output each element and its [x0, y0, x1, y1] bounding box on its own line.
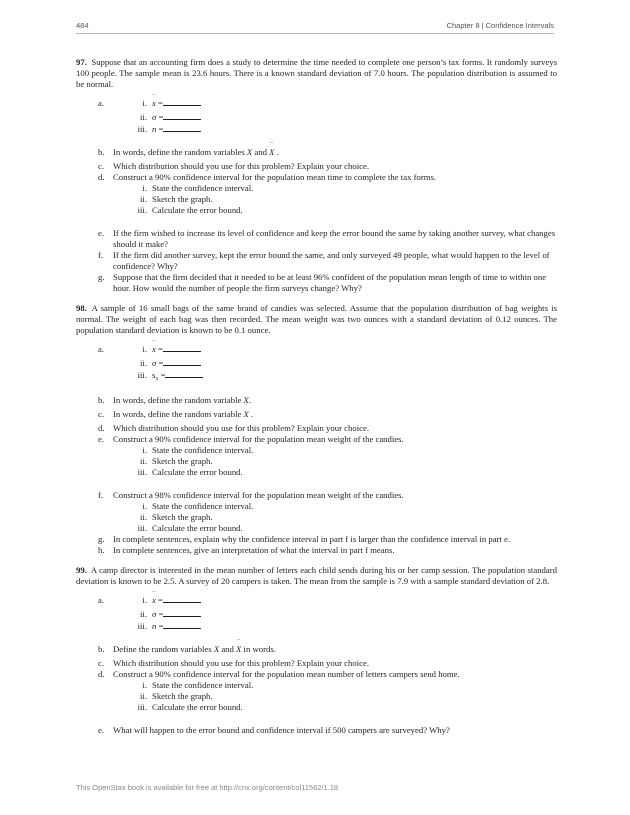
- sub-label: iii.: [137, 467, 147, 477]
- sub-item: [76, 183, 557, 194]
- sub-text: State the confidence interval.: [152, 183, 254, 193]
- part-text: Construct a 90% confidence interval for the population mean weight of the candies.: [113, 434, 404, 444]
- page-content: [76, 57, 557, 736]
- sub-item: [76, 702, 557, 713]
- sub-label: iii.: [137, 370, 147, 380]
- sub-label: iii.: [137, 124, 147, 134]
- answer-blank[interactable]: [163, 358, 201, 366]
- sub-item: [76, 456, 557, 467]
- sub-item: [76, 680, 557, 691]
- part-c: [76, 658, 557, 669]
- part-label: c.: [98, 161, 105, 171]
- part-text: Which distribution should you use for this problem? Explain your choice.: [113, 658, 369, 668]
- sigma-symbol: σ: [152, 358, 157, 368]
- sub-text: Calculate the error bound.: [152, 205, 243, 215]
- sub-label: ii.: [140, 194, 147, 204]
- problem-text: A camp director is interested in the mean number of letters each child sends during his or her camp session. The population standard deviation is known to be 2.5. A survey of 20 campers is taken. The mean from the sample is 7.9 with a sample standard deviation of 2.8.: [76, 565, 557, 586]
- sub-label: ii.: [140, 609, 147, 619]
- sub-label: iii.: [137, 523, 147, 533]
- part-label: c.: [98, 409, 105, 419]
- problem-number: 98.: [76, 303, 87, 313]
- part-text: in words.: [241, 644, 276, 654]
- sub-label: i.: [142, 501, 147, 511]
- equals-text: =: [156, 609, 164, 619]
- n-symbol: n: [152, 621, 157, 631]
- sub-label: ii.: [140, 456, 147, 466]
- problem-97: [76, 57, 557, 294]
- equals-text: =: [156, 621, 164, 631]
- sub-label: ii.: [140, 112, 147, 122]
- part-text: In complete sentences, give an interpretation of what the interval in part f means.: [113, 545, 395, 555]
- part-e: [76, 725, 557, 736]
- part-text: If the firm wished to increase its level of confidence and keep the error bound the same by taking another survey, what changes should it make?: [113, 228, 556, 249]
- sub-item: [76, 609, 557, 620]
- sigma-symbol: σ: [152, 112, 157, 122]
- part-a: [76, 595, 557, 632]
- sub-item: [113, 344, 557, 355]
- answer-blank[interactable]: [163, 112, 201, 120]
- part-text: In words, define the random variables: [113, 147, 247, 157]
- part-label: d.: [98, 172, 105, 182]
- part-c: [76, 161, 557, 172]
- page-number: 484: [76, 21, 89, 30]
- equals-text: =: [156, 358, 164, 368]
- sigma-symbol: σ: [152, 609, 157, 619]
- problem-number: 99.: [76, 565, 87, 575]
- var-x: X: [243, 395, 249, 405]
- sub-label: iii.: [137, 205, 147, 215]
- part-text: .: [248, 395, 251, 405]
- equals-text: =: [155, 344, 163, 354]
- answer-blank[interactable]: [163, 124, 201, 132]
- sub-item: [76, 467, 557, 478]
- part-text: In complete sentences, explain why the confidence interval in part f is larger than the confidence interval in part e.: [113, 534, 511, 544]
- sub-label: i.: [142, 680, 147, 690]
- answer-blank[interactable]: [163, 98, 201, 106]
- sub-text: Calculate the error bound.: [152, 523, 243, 533]
- part-a-row: [76, 344, 557, 355]
- part-text: Suppose that the firm decided that it needed to be at least 96% confident of the population mean length of time to within one hour. How would the number of people the firm surveys change? Why?: [113, 272, 547, 293]
- sub-text: Sketch the graph.: [152, 456, 213, 466]
- part-d: [76, 423, 557, 434]
- part-h: [76, 545, 557, 556]
- equals-text: =: [158, 370, 166, 380]
- part-label: b.: [98, 147, 105, 157]
- sub-item: [76, 512, 557, 523]
- sub-label: ii.: [140, 691, 147, 701]
- x-bar-symbol: – x: [152, 595, 156, 606]
- part-label: a.: [98, 344, 105, 354]
- equals-text: =: [156, 112, 164, 122]
- problem-99-stem: [76, 565, 557, 587]
- sub-label: i.: [142, 183, 147, 193]
- part-f: [76, 490, 557, 501]
- answer-blank[interactable]: [163, 609, 201, 617]
- part-text: Define the random variables: [113, 644, 214, 654]
- part-label: a.: [98, 98, 105, 108]
- var-x: X: [246, 147, 253, 157]
- part-text: Which distribution should you use for this problem? Explain your choice.: [113, 161, 369, 171]
- sub-text: Sketch the graph.: [152, 691, 213, 701]
- sub-label: ii.: [140, 358, 147, 368]
- equals-text: =: [155, 98, 163, 108]
- answer-blank[interactable]: [163, 595, 201, 603]
- part-label: d.: [98, 423, 105, 433]
- part-label: f.: [98, 250, 104, 260]
- sub-text: State the confidence interval.: [152, 680, 254, 690]
- x-bar-symbol: – X: [269, 147, 274, 158]
- sub-label: iii.: [137, 702, 147, 712]
- answer-blank[interactable]: [163, 621, 201, 629]
- part-b: [76, 147, 557, 158]
- sub-text: Calculate the error bound.: [152, 702, 243, 712]
- problem-text: Suppose that an accounting firm does a study to determine the time needed to complete one person’s tax forms. It randomly surveys 100 people. The sample mean is 23.6 hours. There is a known standard deviation of 7.0 hours. The population distribution is assumed to be normal.: [76, 57, 557, 89]
- part-text: .: [274, 147, 279, 157]
- part-label: a.: [98, 595, 105, 605]
- sub-label: iii.: [137, 621, 147, 631]
- var-x: X: [213, 644, 220, 654]
- sub-text: State the confidence interval.: [152, 501, 254, 511]
- sub-item: [76, 124, 557, 135]
- part-text: .: [248, 409, 254, 419]
- equals-text: =: [156, 124, 164, 134]
- problem-99: [76, 565, 557, 736]
- sub-item: [76, 194, 557, 205]
- part-a: [76, 98, 557, 135]
- problem-98: [76, 303, 557, 556]
- part-label: g.: [98, 534, 105, 544]
- part-label: e.: [98, 228, 105, 238]
- problem-text: A sample of 16 small bags of the same brand of candies was selected. Assume that the population distribution of bag weights is normal. The weight of each bag was then recorded. The mean weight was two ounces with a standard deviation of 0.12 ounces. The population standard deviation is known to be 0.1 ounce.: [76, 303, 557, 335]
- sub-label: i.: [142, 98, 147, 108]
- sub-text: State the confidence interval.: [152, 445, 254, 455]
- answer-blank[interactable]: [163, 344, 201, 352]
- part-label: d.: [98, 669, 105, 679]
- sub-item: [113, 595, 557, 606]
- sub-label: i.: [142, 445, 147, 455]
- part-text: Construct a 98% confidence interval for the population mean weight of the candies.: [113, 490, 404, 500]
- sub-item: [76, 358, 557, 369]
- x-bar-symbol: – X: [236, 644, 241, 655]
- sub-label: i.: [142, 344, 147, 354]
- sub-label: i.: [142, 595, 147, 605]
- part-a-row: [76, 595, 557, 606]
- sub-item: [76, 501, 557, 512]
- sub-item: [76, 621, 557, 632]
- part-label: b.: [98, 644, 105, 654]
- part-d: [76, 669, 557, 680]
- header-rule: [76, 33, 554, 34]
- sub-item: [76, 691, 557, 702]
- part-text: Construct a 90% confidence interval for the population mean number of letters campers send home.: [113, 669, 460, 679]
- part-label: h.: [98, 545, 105, 555]
- part-b: [76, 395, 557, 406]
- part-f: [76, 250, 557, 272]
- part-g: [76, 272, 557, 294]
- part-label: f.: [98, 490, 104, 500]
- sub-label: ii.: [140, 512, 147, 522]
- part-label: e.: [98, 725, 105, 735]
- x-bar-symbol: – X: [244, 409, 249, 420]
- part-text: Construct a 90% confidence interval for the population mean time to complete the tax forms.: [113, 172, 437, 182]
- footer-text: This OpenStax book is available for free at http://cnx.org/content/col11562/1.18: [76, 783, 339, 792]
- part-e: [76, 228, 557, 250]
- part-text: If the firm did another survey, kept the error bound the same, and only surveyed 49 people, what would happen to the level of confidence? Why?: [113, 250, 550, 271]
- part-label: c.: [98, 658, 105, 668]
- problem-98-stem: [76, 303, 557, 336]
- part-g: [76, 534, 557, 545]
- n-symbol: n: [152, 124, 157, 134]
- sub-item: [76, 112, 557, 123]
- x-bar-symbol: – x: [152, 98, 156, 109]
- sub-text: Calculate the error bound.: [152, 467, 243, 477]
- sub-text: Sketch the graph.: [152, 194, 213, 204]
- sub-item: [113, 98, 557, 109]
- part-a-row: [76, 98, 557, 109]
- sub-item: [76, 370, 557, 385]
- problem-97-stem: [76, 57, 557, 90]
- part-label: b.: [98, 395, 105, 405]
- part-text: In words, define the random variable: [113, 395, 244, 405]
- s-symbol: s: [152, 370, 156, 380]
- equals-text: =: [155, 595, 163, 605]
- x-bar-symbol: – x: [152, 344, 156, 355]
- part-label: g.: [98, 272, 105, 282]
- part-label: e.: [98, 434, 105, 444]
- sub-item: [76, 205, 557, 216]
- chapter-title: Chapter 8 | Confidence Intervals: [446, 21, 554, 30]
- part-c: [76, 409, 557, 420]
- subscript: x: [155, 376, 159, 382]
- part-a: [76, 344, 557, 385]
- part-b: [76, 644, 557, 655]
- answer-blank[interactable]: [165, 370, 203, 378]
- part-text: and: [219, 644, 237, 654]
- part-text: In words, define the random variable: [113, 409, 244, 419]
- part-d: [76, 172, 557, 183]
- sub-text: Sketch the graph.: [152, 512, 213, 522]
- part-e: [76, 434, 557, 445]
- part-text: What will happen to the error bound and confidence interval if 500 campers are surveyed? Why?: [113, 725, 450, 735]
- sub-item: [76, 445, 557, 456]
- part-text: Which distribution should you use for this problem? Explain your choice.: [113, 423, 369, 433]
- sub-item: [76, 523, 557, 534]
- problem-number: 97.: [76, 57, 87, 67]
- part-text: and: [252, 147, 270, 157]
